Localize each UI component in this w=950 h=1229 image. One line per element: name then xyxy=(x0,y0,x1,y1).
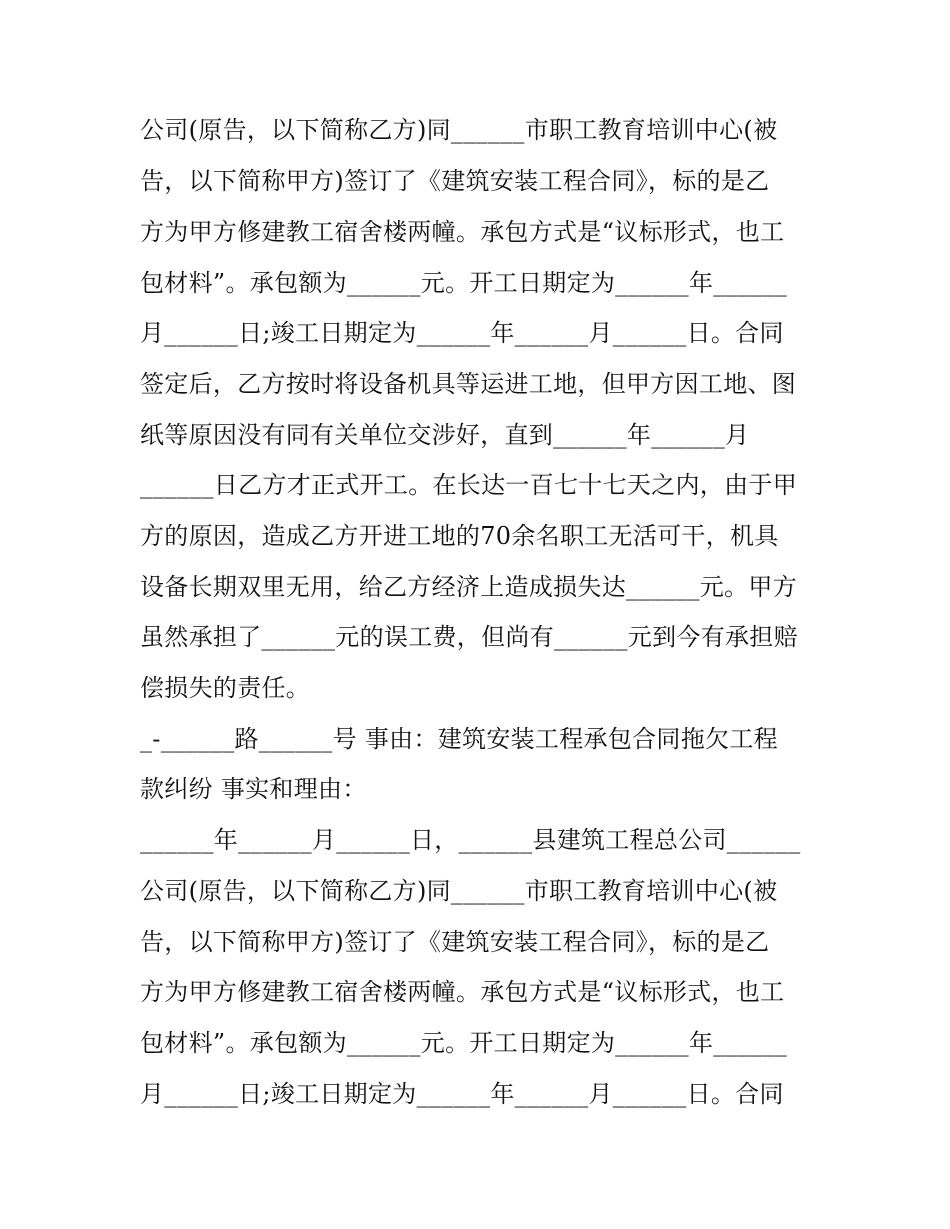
text-line: 告，以下简称甲方)签订了《建筑安装工程合同》，标的是乙 xyxy=(140,928,770,956)
text-line: ______日乙方才正式开工。在长达一百七十七天之内，由于甲 xyxy=(140,471,797,499)
text-line: 款纠纷 事实和理由： xyxy=(140,775,367,803)
text-line: 月______日;竣工日期定为______年______月______日。合同 xyxy=(140,1080,784,1108)
text-line: 包材料”。承包额为______元。开工日期定为______年______ xyxy=(140,269,788,297)
text-line: 方为甲方修建教工宿舍楼两幢。承包方式是“议标形式，也工 xyxy=(140,218,785,246)
text-line: 设备长期双里无用，给乙方经济上造成损失达______元。甲方 xyxy=(140,573,797,601)
text-line: 偿损失的责任。 xyxy=(140,674,311,702)
text-line: 方的原因，造成乙方开进工地的70余名职工无活可干，机具 xyxy=(140,522,779,550)
text-line: 告，以下简称甲方)签订了《建筑安装工程合同》，标的是乙 xyxy=(140,167,770,195)
text-line: 方为甲方修建教工宿舍楼两幢。承包方式是“议标形式，也工 xyxy=(140,978,785,1006)
text-line: _-______路______号 事由：建筑安装工程承包合同拖欠工程 xyxy=(140,725,778,753)
text-line: 月______日;竣工日期定为______年______月______日。合同 xyxy=(140,319,784,347)
text-line: 虽然承担了______元的误工费，但尚有______元到今有承担赔 xyxy=(140,623,798,651)
text-line: 包材料”。承包额为______元。开工日期定为______年______ xyxy=(140,1029,788,1057)
text-line: 签定后，乙方按时将设备机具等运进工地，但甲方因工地、图 xyxy=(140,370,797,398)
text-line: ______年______月______日，______县建筑工程总公司______ xyxy=(140,826,801,854)
text-line: 纸等原因没有同有关单位交涉好，直到______年______月 xyxy=(140,421,750,449)
text-line: 公司(原告，以下简称乙方)同______市职工教育培训中心(被 xyxy=(140,116,778,144)
text-line: 公司(原告，以下简称乙方)同______市职工教育培训中心(被 xyxy=(140,877,778,905)
